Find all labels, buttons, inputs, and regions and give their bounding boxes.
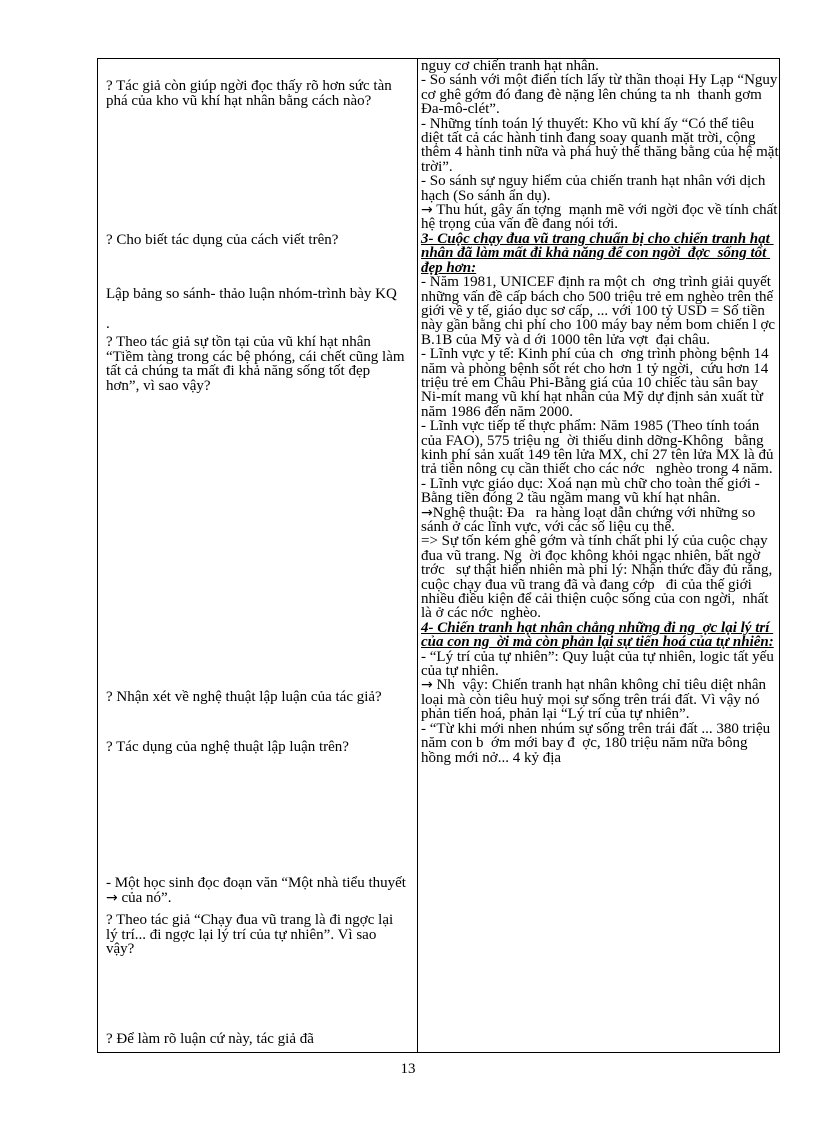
section-heading-3: 3- Cuộc chạy đua vũ trang chuẩn bị cho chiến tranh hạt nhân đã làm mất đi khả năng để con ngời đợc sống tốt đẹp hơn: [421, 230, 774, 276]
answer-plague-comparison: - So sánh sự nguy hiểm của chiến tranh hạt nhân với dịch hạch (So sánh ẩn dụ). [421, 173, 770, 204]
answer-food: - Lĩnh vực tiếp tế thực phẩm: Năm 1985 (Theo tính toán của FAO), 575 triệu ng ời thiếu dinh dỡng-Không bằng kinh phí sản xuất 149 tên lửa MX, chỉ 27 tên lửa MX là đủ trả tiền nông cụ cần thiết cho các nớc nghèo trong 4 năm. [421, 418, 778, 478]
right-arrow-icon: → [421, 677, 433, 694]
content-table [97, 58, 783, 1053]
task-read-passage-text: - Một học sinh đọc đoạn văn “Một nhà tiểu thuyết [106, 875, 406, 891]
answer-column [421, 58, 783, 1052]
question-argument-art: ? Nhận xét về nghệ thuật lập luận của tác giả? [106, 689, 382, 705]
answer-education: - Lĩnh vực giáo dục: Xoá nạn mù chữ cho toàn thế giới - Bằng tiền đóng 2 tầu ngầm mang vũ khí hạt nhân. [421, 475, 764, 507]
right-arrow-icon: → [421, 202, 433, 219]
answer-unicef: - Năm 1981, UNICEF định ra một ch ơng trình giải quyết những vấn đề cấp bách cho 500 triệu trẻ em nghèo trên thế giới về y tế, giáo dục sơ cấp, ... với 100 tỷ USD = Số tiền này gần bằng chi phí cho 100 máy bay ném bom chiến l ợc B.1B của Mỹ và d ới 1000 tên lửa vợt đại châu. [421, 274, 779, 348]
question-nuclear-weapons-existence: ? Theo tác giả sự tồn tại của vũ khí hạt nhân “Tiềm tàng trong các bệ phóng, cái chết cũng làm tất cả chúng ta mất đi khả năng sống tốt đẹp hơn”, vì sao vậy? [106, 334, 405, 394]
separator-dot: . [106, 316, 110, 332]
answer-conclusion [421, 678, 779, 721]
section-heading-4: 4- Chiến tranh hạt nhân chẳng những đi ng ợc lại lý trí của con ng ời mà còn phản lại sự tiến hoá của tự nhiên: [421, 619, 774, 651]
page-number: 13 [400, 1061, 416, 1077]
question-clarify-argument: ? Để làm rõ luận cứ này, tác giả đã [106, 1031, 314, 1047]
question-effect-of-writing: ? Cho biết tác dụng của cách viết trên? [106, 232, 339, 248]
answer-cost-conclusion: => Sự tốn kém ghê gớm và tính chất phi lý của cuộc chạy đua vũ trang. Ng ời đọc không khỏi ngạc nhiên, bất ngờ trớc sự thật hiển nhiên mà phi lý: Nhận thức đầy đủ rằng, cuộc chạy đua vũ trang đã và đang cớp đi của thế giới nhiều điều kiện để cải thiện cuộc sống của con ngời, nhất là ở các nớc nghèo. [421, 533, 776, 622]
task-read-passage-end: của nó”. [117, 889, 172, 906]
task-comparison-table: Lập bảng so sánh- thảo luận nhóm-trình bày KQ [106, 286, 397, 302]
answer-conclusion-text: Nh vậy: Chiến tranh hạt nhân không chỉ tiêu diệt nhân loại mà còn tiêu huỷ mọi sự sống trên trái đất. Vì vậy nó phản tiến hoá, phản lại “Lý trí của tự nhiên”. [421, 677, 770, 723]
answer-effect [421, 202, 782, 233]
right-arrow-icon: → [106, 889, 118, 906]
column-divider [417, 59, 418, 1052]
answer-art-text: Nghệ thuật: Đa ra hàng loạt dẫn chứng với những so sánh ở các lĩnh vực, với các số liệu cụ thể. [421, 504, 759, 535]
answer-line: nguy cơ chiến tranh hạt nhân. [421, 58, 599, 74]
answer-greek-myth: - So sánh với một điển tích lấy từ thần thoại Hy Lạp “Nguy cơ ghê gớm đó đang đè nặng lên chúng ta nh thanh gơm Đa-mô-clét”. [421, 72, 782, 118]
answer-calculations: - Những tính toán lý thuyết: Kho vũ khí ấy “Có thể tiêu diệt tất cả các hành tinh đang soay quanh mặt trời, cộng thêm 4 hành tinh nữa và phá huỷ thế thăng bằng của hệ mặt trời”. [421, 115, 783, 175]
answer-art [421, 506, 779, 535]
question-destructive-power: ? Tác giả còn giúp ngời đọc thấy rõ hơn sức tàn phá của kho vũ khí hạt nhân bằng cách nào? [106, 78, 392, 109]
task-read-passage [106, 876, 406, 905]
right-arrow-icon: → [421, 504, 433, 521]
question-argument-effect: ? Tác dụng của nghệ thuật lập luận trên? [106, 739, 349, 755]
question-against-nature: ? Theo tác giả “Chạy đua vũ trang là đi ngợc lại lý trí... đi ngợc lại lý trí của tự nhiên”. Vì sao vậy? [106, 912, 394, 957]
answer-reason-of-nature: - “Lý trí của tự nhiên”: Quy luật của tự nhiên, logic tất yếu của tự nhiên. [421, 648, 778, 680]
answer-health: - Lĩnh vực y tế: Kinh phí của ch ơng trình phòng bệnh 14 năm và phòng bệnh sốt rét cho hơn 1 tỷ ngời, cứu hơn 14 triệu trẻ em Châu Phi-Bằng giá của 10 chiếc tàu sân bay Ni-mít mang vũ khí hạt nhân của Mỹ dự định sản xuất từ năm 1986 đến năm 2000. [421, 346, 773, 420]
answer-effect-text: Thu hút, gây ấn tợng mạnh mẽ với ngời đọc về tính chất hệ trọng của vấn đề đang nói tới. [421, 202, 782, 233]
answer-evolution: - “Từ khi mới nhen nhúm sự sống trên trái đất ... 380 triệu năm con b ớm mới bay đ ợc, 180 triệu năm nữa bông hồng mới nở... 4 kỷ địa [421, 720, 774, 766]
